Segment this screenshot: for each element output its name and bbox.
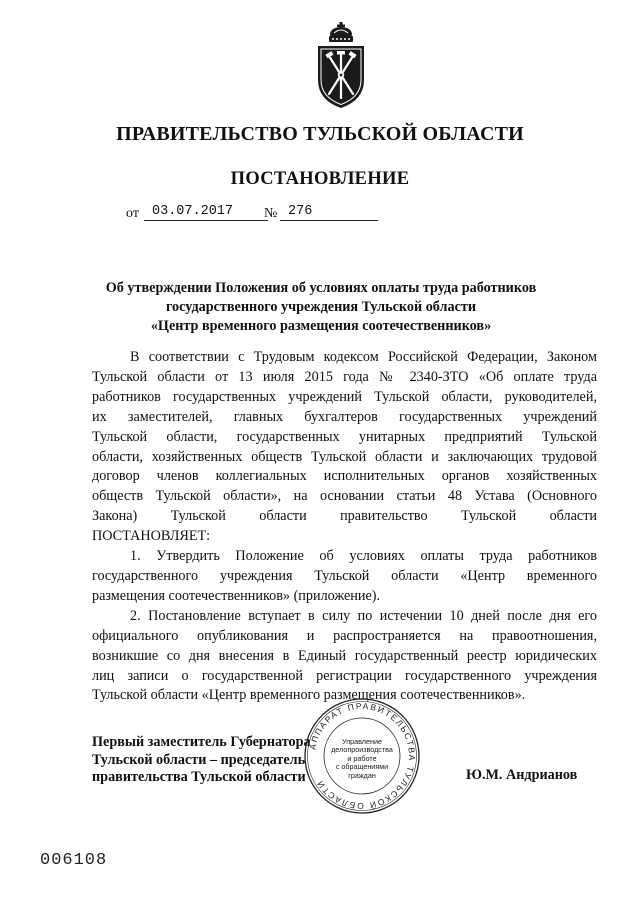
- body-line: ПОСТАНОВЛЯЕТ:: [92, 528, 211, 545]
- body-line: их заместителей, главных бухгалтеров государственных учреждений: [92, 408, 597, 425]
- document-number: 276: [280, 204, 378, 221]
- stamp-ring-text: АППАРАТ ПРАВИТЕЛЬСТВА ТУЛЬСКОЙ ОБЛАСТИ: [307, 700, 418, 812]
- body-line: размещения соотечественников» (приложение).: [92, 587, 381, 604]
- signatory-position-line: Первый заместитель Губернатора: [92, 734, 311, 750]
- body-line: 2. Постановление вступает в силу по истечении 10 дней после дня его: [130, 607, 597, 624]
- signatory-name: Ю.М. Андрианов: [466, 767, 578, 783]
- document-body: [92, 348, 597, 706]
- body-line: возникшие со дня внесения в Единый государственный реестр юридических: [92, 647, 597, 664]
- body-line: области, хозяйственных обществ Тульской области и заключающих трудовой: [92, 448, 597, 465]
- body-line: 1. Утвердить Положение об условиях оплаты труда работников: [130, 548, 597, 565]
- body-line: государственного учреждения Тульской области «Центр временного: [92, 567, 597, 584]
- body-line: Тульской области от 13 июля 2015 года № 2340-ЗТО «Об оплате труда: [92, 368, 597, 385]
- body-line: официального опубликования и распространяется на правоотношения,: [92, 627, 597, 644]
- date-label: от: [126, 206, 139, 221]
- signatory-position-line: правительства Тульской области: [92, 769, 306, 785]
- government-title: ПРАВИТЕЛЬСТВО ТУЛЬСКОЙ ОБЛАСТИ: [116, 123, 524, 145]
- body-line: лиц записи о государственной регистрации государственного учреждения: [92, 667, 597, 684]
- document-type: ПОСТАНОВЛЕНИЕ: [230, 169, 410, 189]
- serial-number: 006108: [40, 851, 108, 870]
- subject-line: «Центр временного размещения соотечественников»: [150, 318, 492, 334]
- body-line: Закона) Тульской области правительство Тульской области: [92, 508, 597, 525]
- stamp-line: граждан: [348, 770, 376, 780]
- stamp-line: Управление: [342, 737, 382, 746]
- subject-line: государственного учреждения Тульской области: [165, 299, 477, 315]
- body-line: договор членов коллегиальных исполнительных органов хозяйственных: [92, 468, 597, 485]
- number-label: №: [264, 206, 278, 221]
- body-line: Тульской области «Центр временного размещения соотечественников».: [92, 687, 526, 704]
- stamp-line: и работе: [347, 753, 377, 763]
- stamp-center-text: [313, 738, 411, 780]
- coat-of-arms-icon: [312, 22, 370, 110]
- subject-line: Об утверждении Положения об условиях оплаты труда работников: [105, 280, 537, 296]
- body-line: В соответствии с Трудовым кодексом Российской Федерации, Законом: [130, 349, 597, 365]
- signatory-position-line: Тульской области – председатель: [92, 751, 306, 768]
- body-line: обществ Тульской области», на основании статьи 48 Устава (Основного: [92, 488, 597, 505]
- stamp-line: с обращениями: [335, 762, 389, 772]
- body-line: работников государственных учреждений Тульской области, руководителей,: [92, 388, 597, 405]
- body-line: Тульской области, государственных унитарных предприятий Тульской: [92, 428, 597, 445]
- document-date: 03.07.2017: [144, 204, 268, 221]
- document-subject: [90, 279, 552, 336]
- stamp-line: делопроизводства: [331, 745, 393, 755]
